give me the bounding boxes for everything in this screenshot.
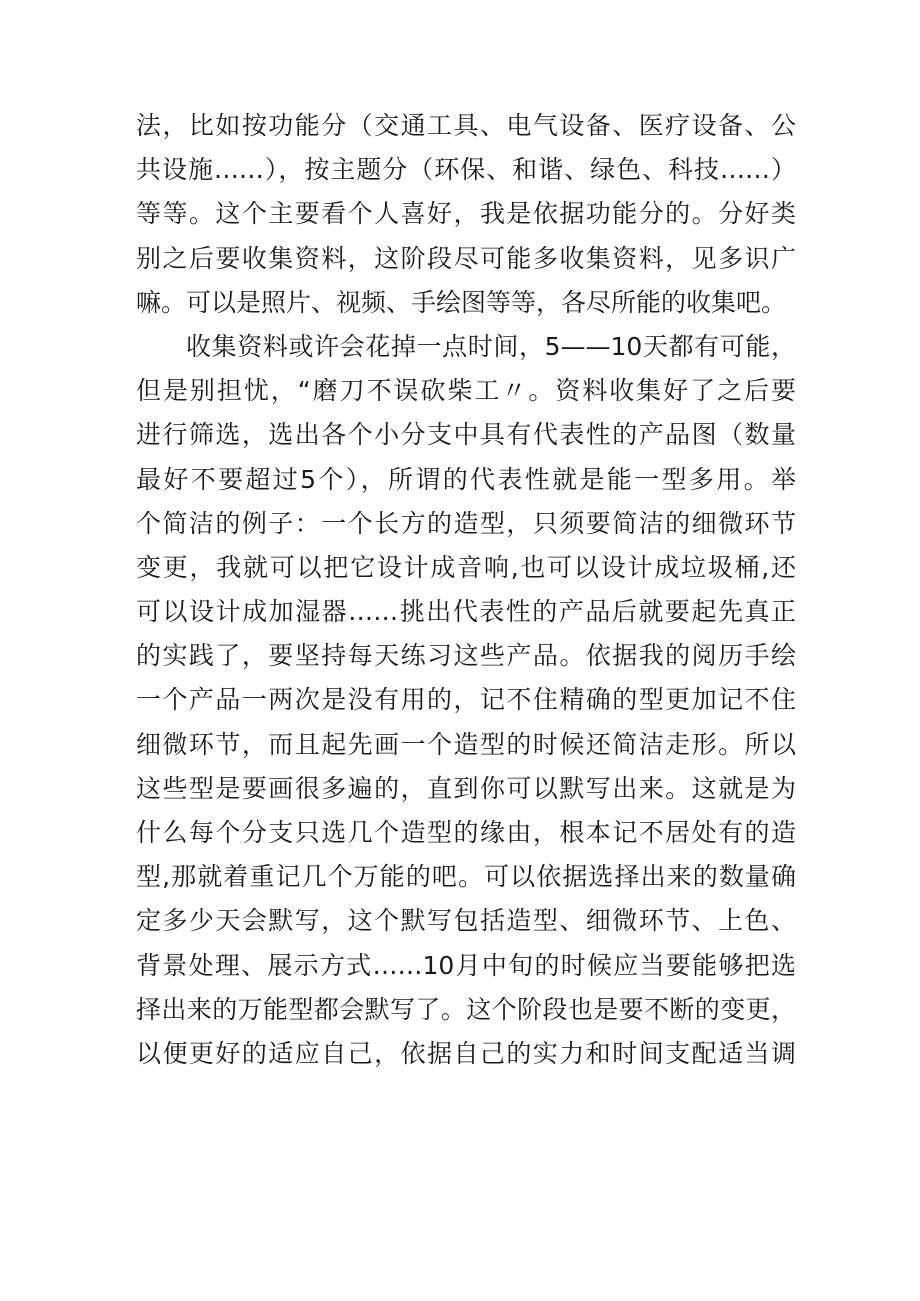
- text-line: 别之后要收集资料，这阶段尽可能多收集资料，见多识广: [136, 243, 796, 273]
- text-line: 什么每个分支只选几个造型的缘由，根本记不居处有的造: [136, 818, 796, 847]
- text-line: 这些型是要画很多遍的，直到你可以默写出来。这就是为: [136, 773, 796, 803]
- text-line: 等等。这个主要看个人喜好，我是依据功能分的。分好类: [136, 199, 796, 229]
- text-line: 可以设计成加湿器……挑出代表性的产品后就要起先真正: [136, 597, 796, 627]
- text-line: 收集资料或许会花掉一点时间，5——10天都有可能，: [186, 331, 796, 361]
- text-line: 共设施……），按主题分（环保、和谐、绿色、科技……）: [136, 155, 796, 185]
- text-line: 一个产品一两次是没有用的，记不住精确的型更加记不住: [136, 685, 796, 715]
- text-line: 细微环节，而且起先画一个造型的时候还简洁走形。所以: [136, 729, 796, 759]
- text-line: 的实践了，要坚持每天练习这些产品。依据我的阅历手绘: [136, 641, 796, 671]
- text-line: 以便更好的适应自己，依据自己的实力和时间支配适当调: [136, 1038, 796, 1068]
- text-line: 定多少天会默写，这个默写包括造型、细微环节、上色、: [136, 906, 796, 936]
- text-line: 法，比如按功能分（交通工具、电气设备、医疗设备、公: [136, 111, 796, 140]
- text-line: 但是别担忧，“磨刀不误砍柴工〃。资料收集好了之后要: [136, 376, 796, 406]
- text-line: 最好不要超过5个），所谓的代表性就是能一型多用。举: [136, 464, 796, 494]
- text-line: 变更，我就可以把它设计成音响,也可以设计成垃圾桶,还: [136, 552, 796, 582]
- text-line: 进行筛选，选出各个小分支中具有代表性的产品图（数量: [136, 420, 796, 450]
- body-text: [136, 104, 796, 1076]
- text-line: 嘛。可以是照片、视频、手绘图等等，各尽所能的收集吧。: [136, 287, 787, 317]
- text-line: 型,那就着重记几个万能的吧。可以依据选择出来的数量确: [136, 862, 796, 892]
- text-line: 背景处理、展示方式……10月中旬的时候应当要能够把选: [136, 950, 796, 980]
- text-line: 择出来的万能型都会默写了。这个阶段也是要不断的变更，: [136, 994, 796, 1024]
- text-line: 个简洁的例子：一个长方的造型，只须要简洁的细微环节: [136, 508, 796, 538]
